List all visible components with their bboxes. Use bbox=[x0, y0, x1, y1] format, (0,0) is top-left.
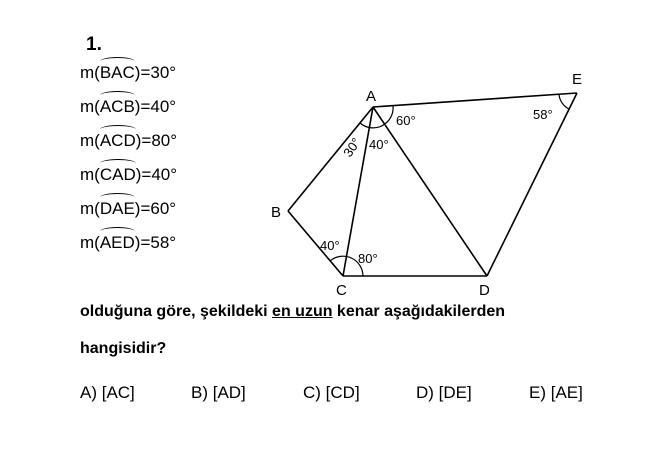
question-statement-line-2: hangisidir? bbox=[80, 340, 167, 357]
given-angle-aed: m(AED)=58° bbox=[80, 233, 177, 252]
arc-angle-e bbox=[559, 94, 569, 109]
choice-a[interactable]: A) [AC] bbox=[80, 383, 135, 402]
point-label-d: D bbox=[479, 282, 490, 299]
angle-label-bac: 30° bbox=[340, 135, 364, 160]
angle-label-acb: 40° bbox=[320, 238, 340, 253]
point-label-e: E bbox=[572, 71, 583, 88]
segment-ae bbox=[373, 93, 577, 107]
choice-e[interactable]: E) [AE] bbox=[529, 383, 583, 402]
given-angle-acb: m(ACB)=40° bbox=[80, 97, 177, 116]
segment-de bbox=[487, 93, 577, 276]
point-label-b: B bbox=[271, 204, 282, 221]
angle-label-dae: 60° bbox=[396, 113, 416, 128]
point-label-a: A bbox=[366, 88, 377, 105]
question-statement-line-1: olduğuna göre, şekildeki en uzun kenar aşağıdakilerden bbox=[80, 303, 506, 320]
angle-label-cad: 40° bbox=[369, 137, 389, 152]
segment-ad bbox=[373, 107, 487, 276]
given-angle-bac: m(BAC)=30° bbox=[80, 63, 177, 82]
angle-label-aed: 58° bbox=[533, 107, 553, 122]
given-angle-dae: m(DAE)=60° bbox=[80, 199, 177, 218]
segment-ab bbox=[288, 107, 373, 211]
choice-b[interactable]: B) [AD] bbox=[191, 383, 246, 402]
given-angle-cad: m(CAD)=40° bbox=[80, 165, 178, 184]
angle-label-acd: 80° bbox=[358, 251, 378, 266]
given-angle-acd: m(ACD)=80° bbox=[80, 131, 178, 150]
question-number: 1. bbox=[86, 34, 102, 55]
choice-c[interactable]: C) [CD] bbox=[303, 383, 360, 402]
point-label-c: C bbox=[336, 282, 347, 299]
choice-d[interactable]: D) [DE] bbox=[416, 383, 472, 402]
statement-emphasis: en uzun bbox=[272, 303, 333, 320]
